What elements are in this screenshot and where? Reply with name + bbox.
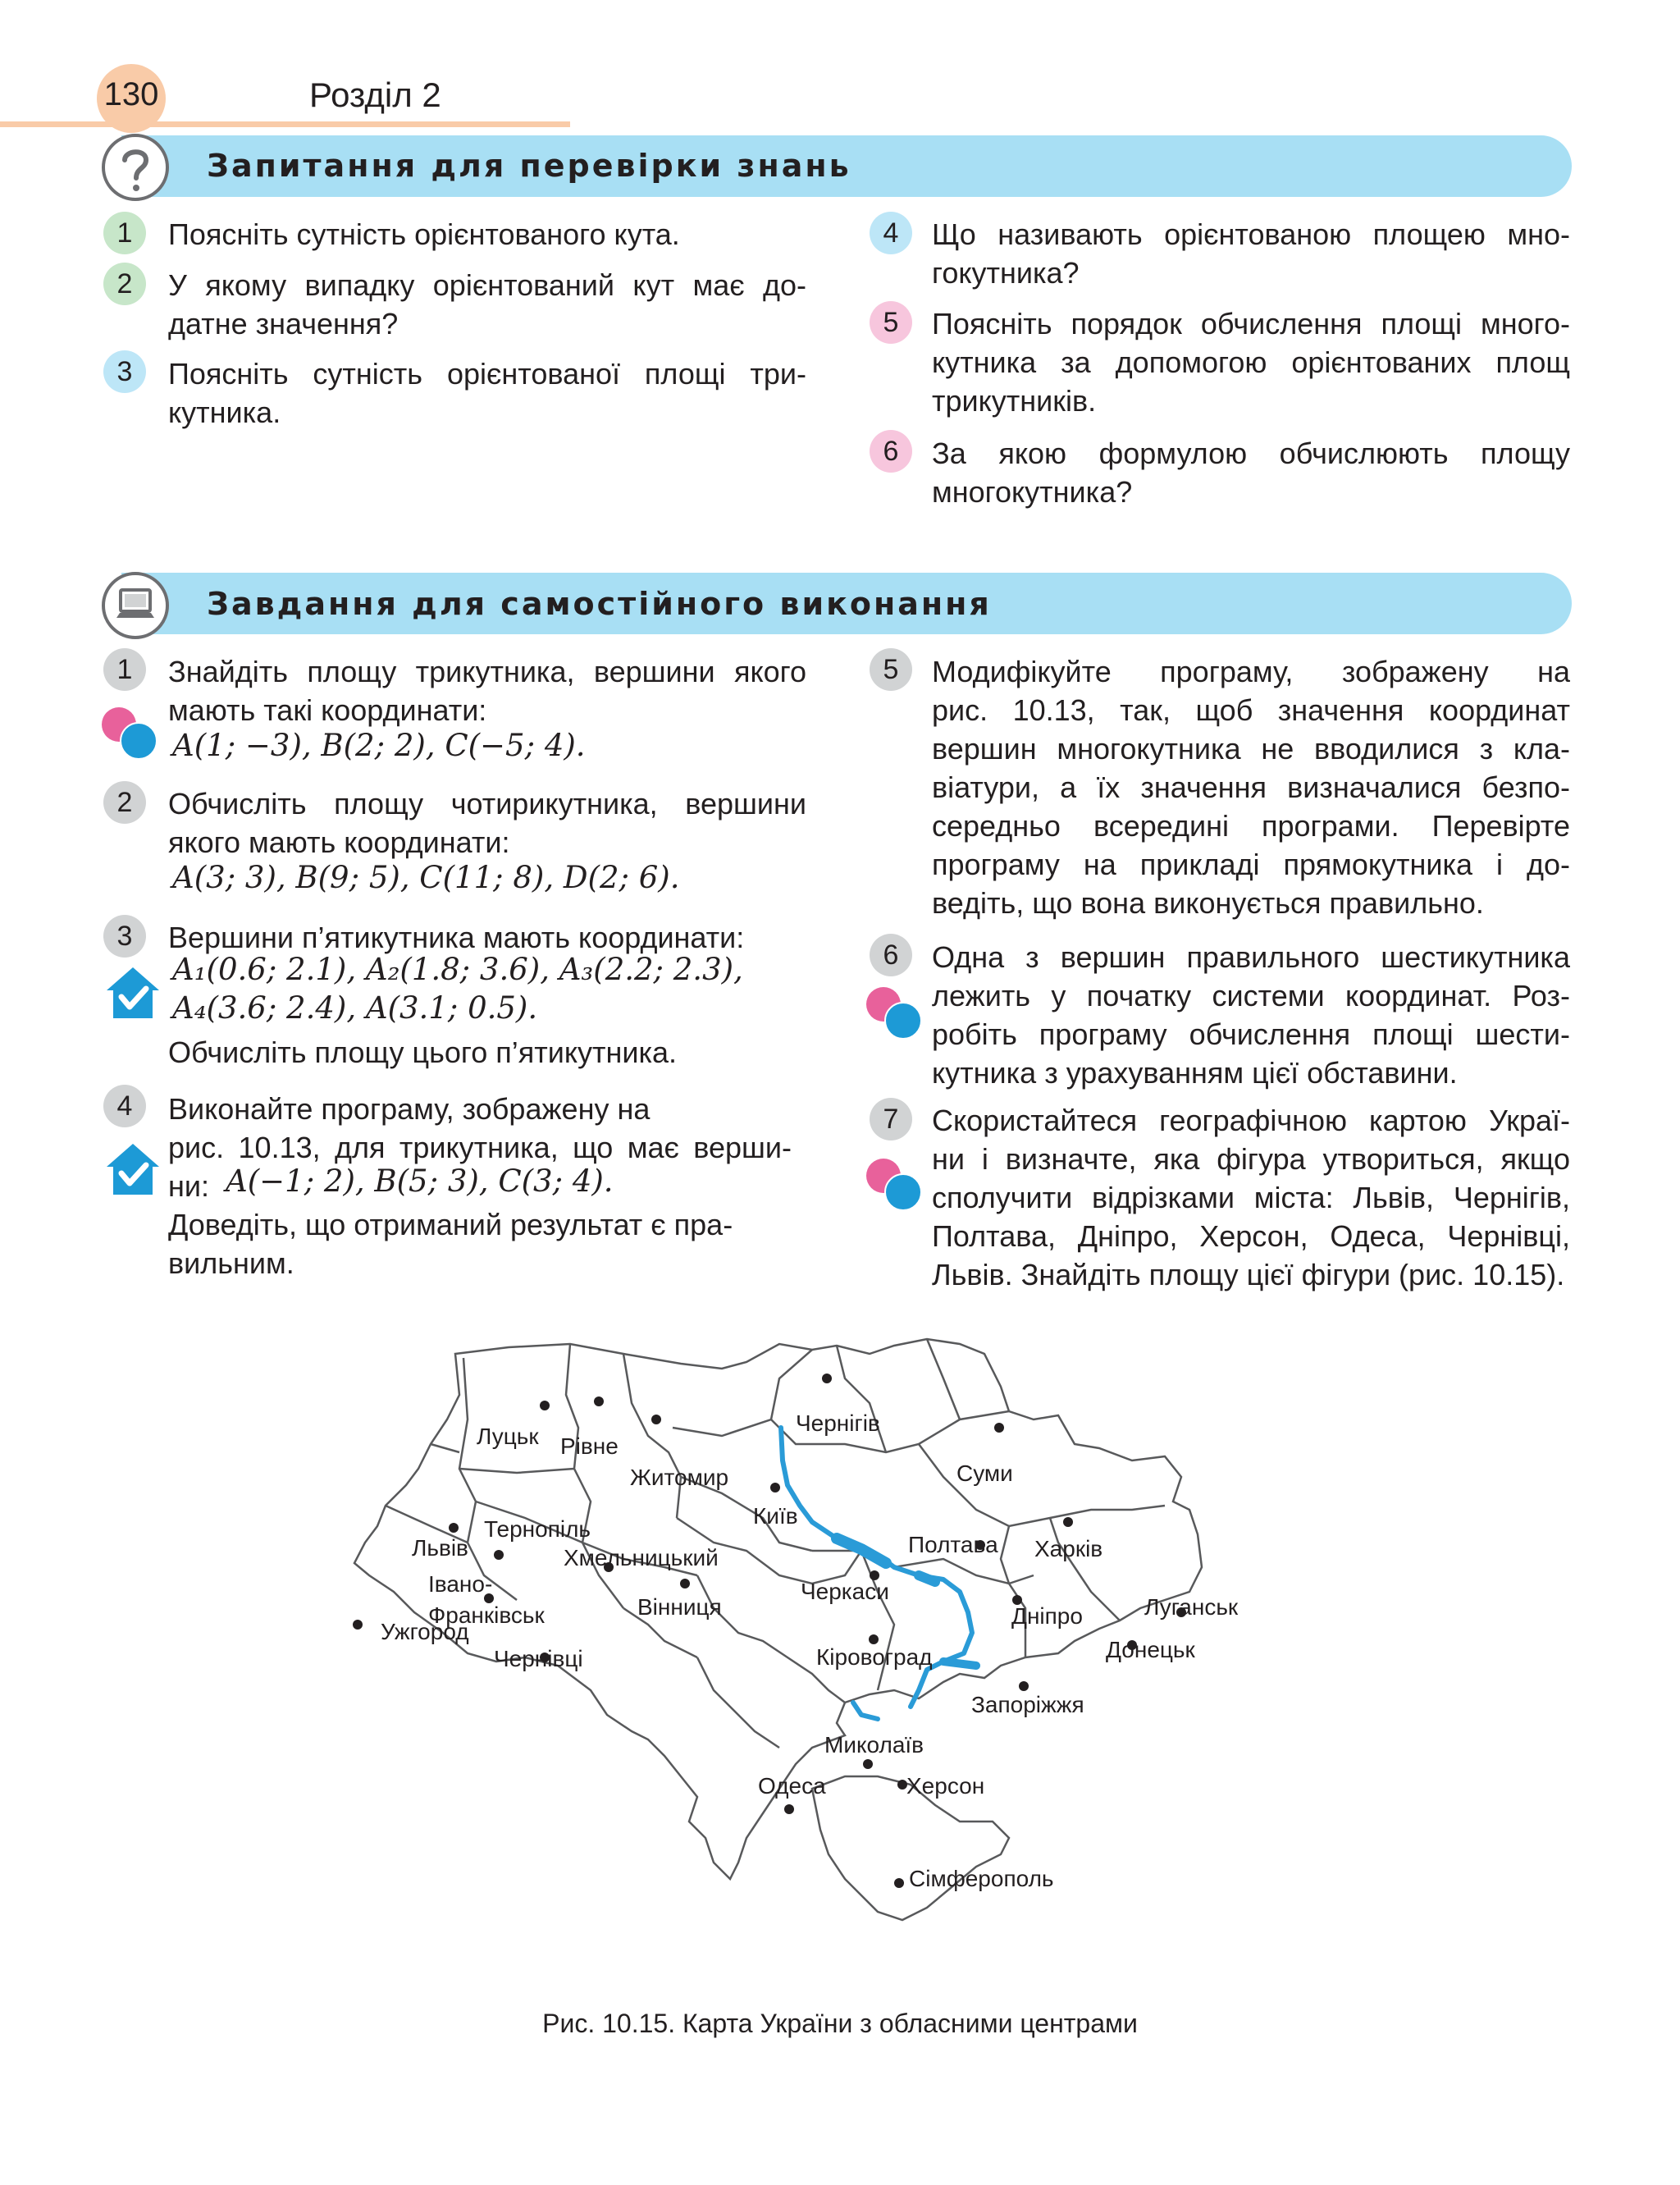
city-label: Івано-: [428, 1571, 493, 1597]
task-text: лежить у початку системи координат. Роз-: [932, 979, 1570, 1013]
task-text: Обчисліть площу цього п’ятикутника.: [168, 1035, 678, 1069]
task-number: 3: [103, 915, 146, 958]
task-text: вершин многокутника не вводилися з кла-: [932, 732, 1570, 766]
question-text: трикутників.: [932, 384, 1097, 418]
ukraine-map: [353, 1329, 1304, 2002]
task-formula: A(3; 3), B(9; 5), C(11; 8), D(2; 6).: [172, 860, 680, 895]
task-text: середньо всередині програми. Перевірте: [932, 809, 1570, 843]
task-text: вильним.: [168, 1246, 294, 1280]
tasks-section-title: Завдання для самостійного виконання: [207, 586, 992, 622]
city-label: Донецьк: [1106, 1637, 1195, 1662]
city-label: Житомир: [630, 1465, 729, 1490]
task-text: Виконайте програму, зображену на: [168, 1092, 651, 1126]
city-label: Луцьк: [477, 1424, 539, 1449]
city-label: Ужгород: [381, 1619, 469, 1644]
task-text: віатури, а їх значення визначалися безпо-: [932, 770, 1570, 804]
task-text: Знайдіть площу трикутника, вершини якого: [168, 655, 806, 688]
question-text: За якою формулою обчислюють площу: [932, 437, 1570, 470]
task-text: сполучити відрізками міста: Львів, Чернігів,: [932, 1181, 1570, 1214]
city-label: Сімферополь: [909, 1866, 1054, 1891]
task-text: Вершини п’ятикутника мають координати:: [168, 921, 745, 954]
question-number: 5: [870, 301, 912, 344]
city-label: Суми: [956, 1460, 1013, 1486]
city-label: Вінниця: [637, 1594, 722, 1620]
task-text: рис. 10.13, для трикутника, що має верши-: [168, 1131, 792, 1164]
task-text: Львів. Знайдіть площу цієї фігури (рис. 10.15).: [932, 1258, 1565, 1291]
task-formula: A(1; −3), B(2; 2), C(−5; 4).: [172, 728, 586, 763]
question-text: кутника.: [168, 395, 281, 429]
city-label: Полтава: [908, 1532, 998, 1557]
task-text: ни і визначте, яка фігура утвориться, якщо: [932, 1142, 1570, 1176]
task-text: Доведіть, що отриманий результат є пра-: [168, 1208, 733, 1241]
city-label: Запоріжжя: [971, 1692, 1084, 1717]
question-text: Що називають орієнтованою площею мно-: [932, 217, 1570, 251]
task-text: рис. 10.13, так, щоб значення координат: [932, 693, 1570, 727]
task-text: кутника з урахуванням цієї обставини.: [932, 1056, 1458, 1090]
task-text: Обчисліть площу чотирикутника, вершини: [168, 787, 806, 821]
task-text: Полтава, Дніпро, Херсон, Одеса, Чернівці,: [932, 1219, 1570, 1253]
city-label: Чернівці: [494, 1646, 583, 1671]
question-number: 3: [103, 350, 146, 393]
computer-icon: [102, 572, 169, 639]
task-text: програму на прикладі прямокутника і до-: [932, 848, 1570, 881]
city-label: Франківськ: [428, 1602, 545, 1628]
task-number: 1: [103, 648, 146, 691]
home-task-icon: [102, 964, 164, 1022]
question-text: датне значення?: [168, 307, 399, 341]
task-text: Одна з вершин правильного шестикутника: [932, 940, 1570, 974]
city-label: Кіровоград: [816, 1644, 933, 1670]
city-label: Тернопіль: [484, 1516, 591, 1542]
question-text: Поясніть порядок обчислення площі много-: [932, 307, 1570, 341]
task-text: якого мають координати:: [168, 825, 510, 859]
question-text: У якому випадку орієнтований кут має до-: [168, 268, 806, 302]
question-number: 1: [103, 212, 146, 254]
city-label: Рівне: [560, 1433, 619, 1459]
city-label: Львів: [412, 1535, 468, 1561]
question-number: 6: [870, 430, 912, 473]
city-label: Луганськ: [1144, 1594, 1239, 1620]
task-number: 5: [870, 648, 912, 691]
questions-section-title: Запитання для перевірки знань: [207, 148, 851, 184]
task-number: 4: [103, 1085, 146, 1127]
difficulty-marker-icon: [102, 707, 159, 757]
question-text: гокутника?: [932, 256, 1080, 290]
question-mark-icon: [102, 134, 169, 201]
home-task-icon: [102, 1140, 164, 1198]
task-text: ни:: [168, 1169, 209, 1203]
figure-caption: Рис. 10.15. Карта України з обласними центрами: [542, 2009, 1138, 2038]
question-text: Поясніть сутність орієнтованого кута.: [168, 217, 680, 251]
city-label: Херсон: [906, 1773, 985, 1799]
city-dots: [353, 1374, 1186, 1888]
question-number: 2: [103, 263, 146, 305]
task-text: Скористайтеся географічною картою Украї-: [932, 1104, 1570, 1137]
city-label: Чернігів: [796, 1410, 880, 1436]
task-number: 7: [870, 1098, 912, 1140]
task-formula: A₄(3.6; 2.4), A(3.1; 0.5).: [172, 990, 538, 1026]
task-number: 2: [103, 781, 146, 824]
chapter-title: Розділ 2: [309, 75, 441, 114]
task-number: 6: [870, 934, 912, 976]
task-formula: A₁(0.6; 2.1), A₂(1.8; 3.6), A₃(2.2; 2.3),: [172, 952, 743, 987]
city-label: Хмельницький: [564, 1545, 719, 1570]
task-text: робіть програму обчислення площі шести-: [932, 1017, 1570, 1051]
page-number: 130: [103, 76, 159, 112]
task-formula: A(−1; 2), B(5; 3), C(3; 4).: [226, 1163, 614, 1199]
task-text: ведіть, що вона виконується правильно.: [932, 886, 1484, 920]
city-label: Черкаси: [801, 1579, 889, 1604]
question-text: Поясніть сутність орієнтованої площі три-: [168, 357, 806, 391]
question-number: 4: [870, 212, 912, 254]
difficulty-marker-icon: [866, 987, 924, 1036]
city-label: Дніпро: [1011, 1603, 1083, 1629]
city-label: Миколаїв: [824, 1732, 924, 1758]
task-text: Модифікуйте програму, зображену на: [932, 655, 1570, 688]
question-text: многокутника?: [932, 475, 1133, 509]
header-rule: [0, 121, 570, 127]
city-label: Одеса: [758, 1773, 826, 1799]
difficulty-marker-icon: [866, 1159, 924, 1208]
city-label: Харків: [1034, 1536, 1103, 1561]
city-label: Київ: [753, 1503, 798, 1529]
task-text: мають такі координати:: [168, 693, 487, 727]
question-text: кутника за допомогою орієнтованих площ: [932, 345, 1570, 379]
